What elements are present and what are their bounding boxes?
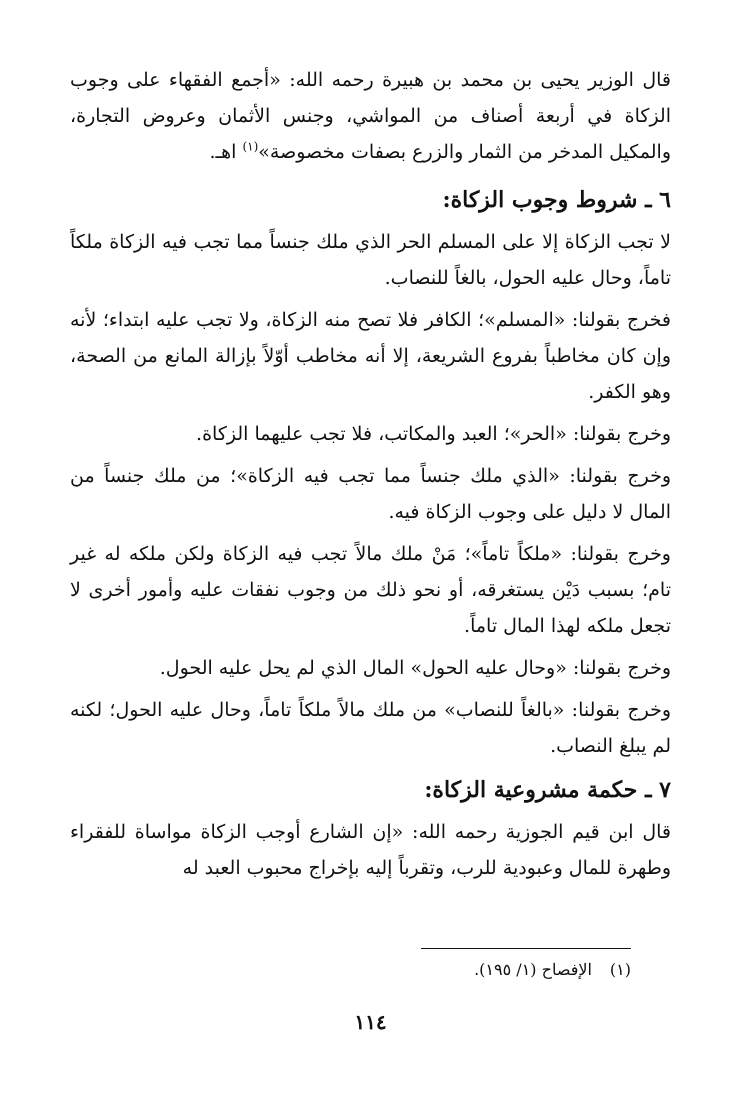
section-6-paragraph: وخرج بقولنا: «الحر»؛ العبد والمكاتب، فلا تجب عليهما الزكاة. — [196, 423, 671, 445]
page-body — [70, 62, 671, 886]
section-6-paragraph: لا تجب الزكاة إلا على المسلم الحر الذي ملك جنساً مما تجب فيه الزكاة ملكاً تاماً، وحال عليه الحول، بالغاً للنصاب. — [70, 231, 671, 289]
section-6-paragraph: وخرج بقولنا: «الذي ملك جنساً مما تجب فيه الزكاة»؛ من ملك جنساً من المال لا دليل على وجوب الزكاة فيه. — [70, 465, 671, 523]
footnote-number: (١) — [609, 960, 631, 979]
page-number: ١١٤ — [354, 1010, 387, 1034]
section-6-paragraph: وخرج بقولنا: «وحال عليه الحول» المال الذي لم يحل عليه الحول. — [159, 657, 671, 679]
footnote — [474, 958, 631, 982]
section-6-paragraph: وخرج بقولنا: «بالغاً للنصاب» من ملك مالاً ملكاً تاماً، وحال عليه الحول؛ لكنه لم يبلغ النصاب. — [70, 699, 671, 757]
section-6-paragraph: فخرج بقولنا: «المسلم»؛ الكافر فلا تصح منه الزكاة، ولا تجب عليه ابتداء؛ لأنه وإن كان مخاطباً بفروع الشريعة، إلا أنه مخاطب أوّلاً بإزالة المانع من الصحة، وهو الكفر. — [70, 309, 671, 403]
section-6-heading: ٦ ـ شروط وجوب الزكاة: — [442, 187, 671, 213]
footnote-divider — [421, 948, 631, 949]
intro-tail: اهـ. — [209, 141, 243, 163]
footnote-text: الإفصاح (١/ ١٩٥). — [474, 960, 592, 979]
intro-text: قال الوزير يحيى بن محمد بن هبيرة رحمه الله: «أجمع الفقهاء على وجوب الزكاة في أربعة أصناف من المواشي، وجنس الأثمان وعروض التجارة، والمكيل المدخر من الثمار والزرع بصفات مخصوصة» — [70, 69, 672, 163]
section-6-paragraph: وخرج بقولنا: «ملكاً تاماً»؛ مَنْ ملك مالاً تجب فيه الزكاة ولكن ملكه له غير تام؛ بسبب دَيْن يستغرقه، أو نحو ذلك من وجوب نفقات عليه وأمور أخرى لا تجعل ملكه لهذا المال تاماً. — [70, 543, 671, 637]
section-7-paragraph: قال ابن قيم الجوزية رحمه الله: «إن الشارع أوجب الزكاة مواساة للفقراء وطهرة للمال وعبودية للرب، وتقرباً إليه بإخراج محبوب العبد له — [70, 821, 671, 879]
footnote-ref: (١) — [242, 139, 259, 154]
section-7-heading: ٧ ـ حكمة مشروعية الزكاة: — [424, 777, 671, 803]
intro-paragraph — [70, 62, 671, 170]
